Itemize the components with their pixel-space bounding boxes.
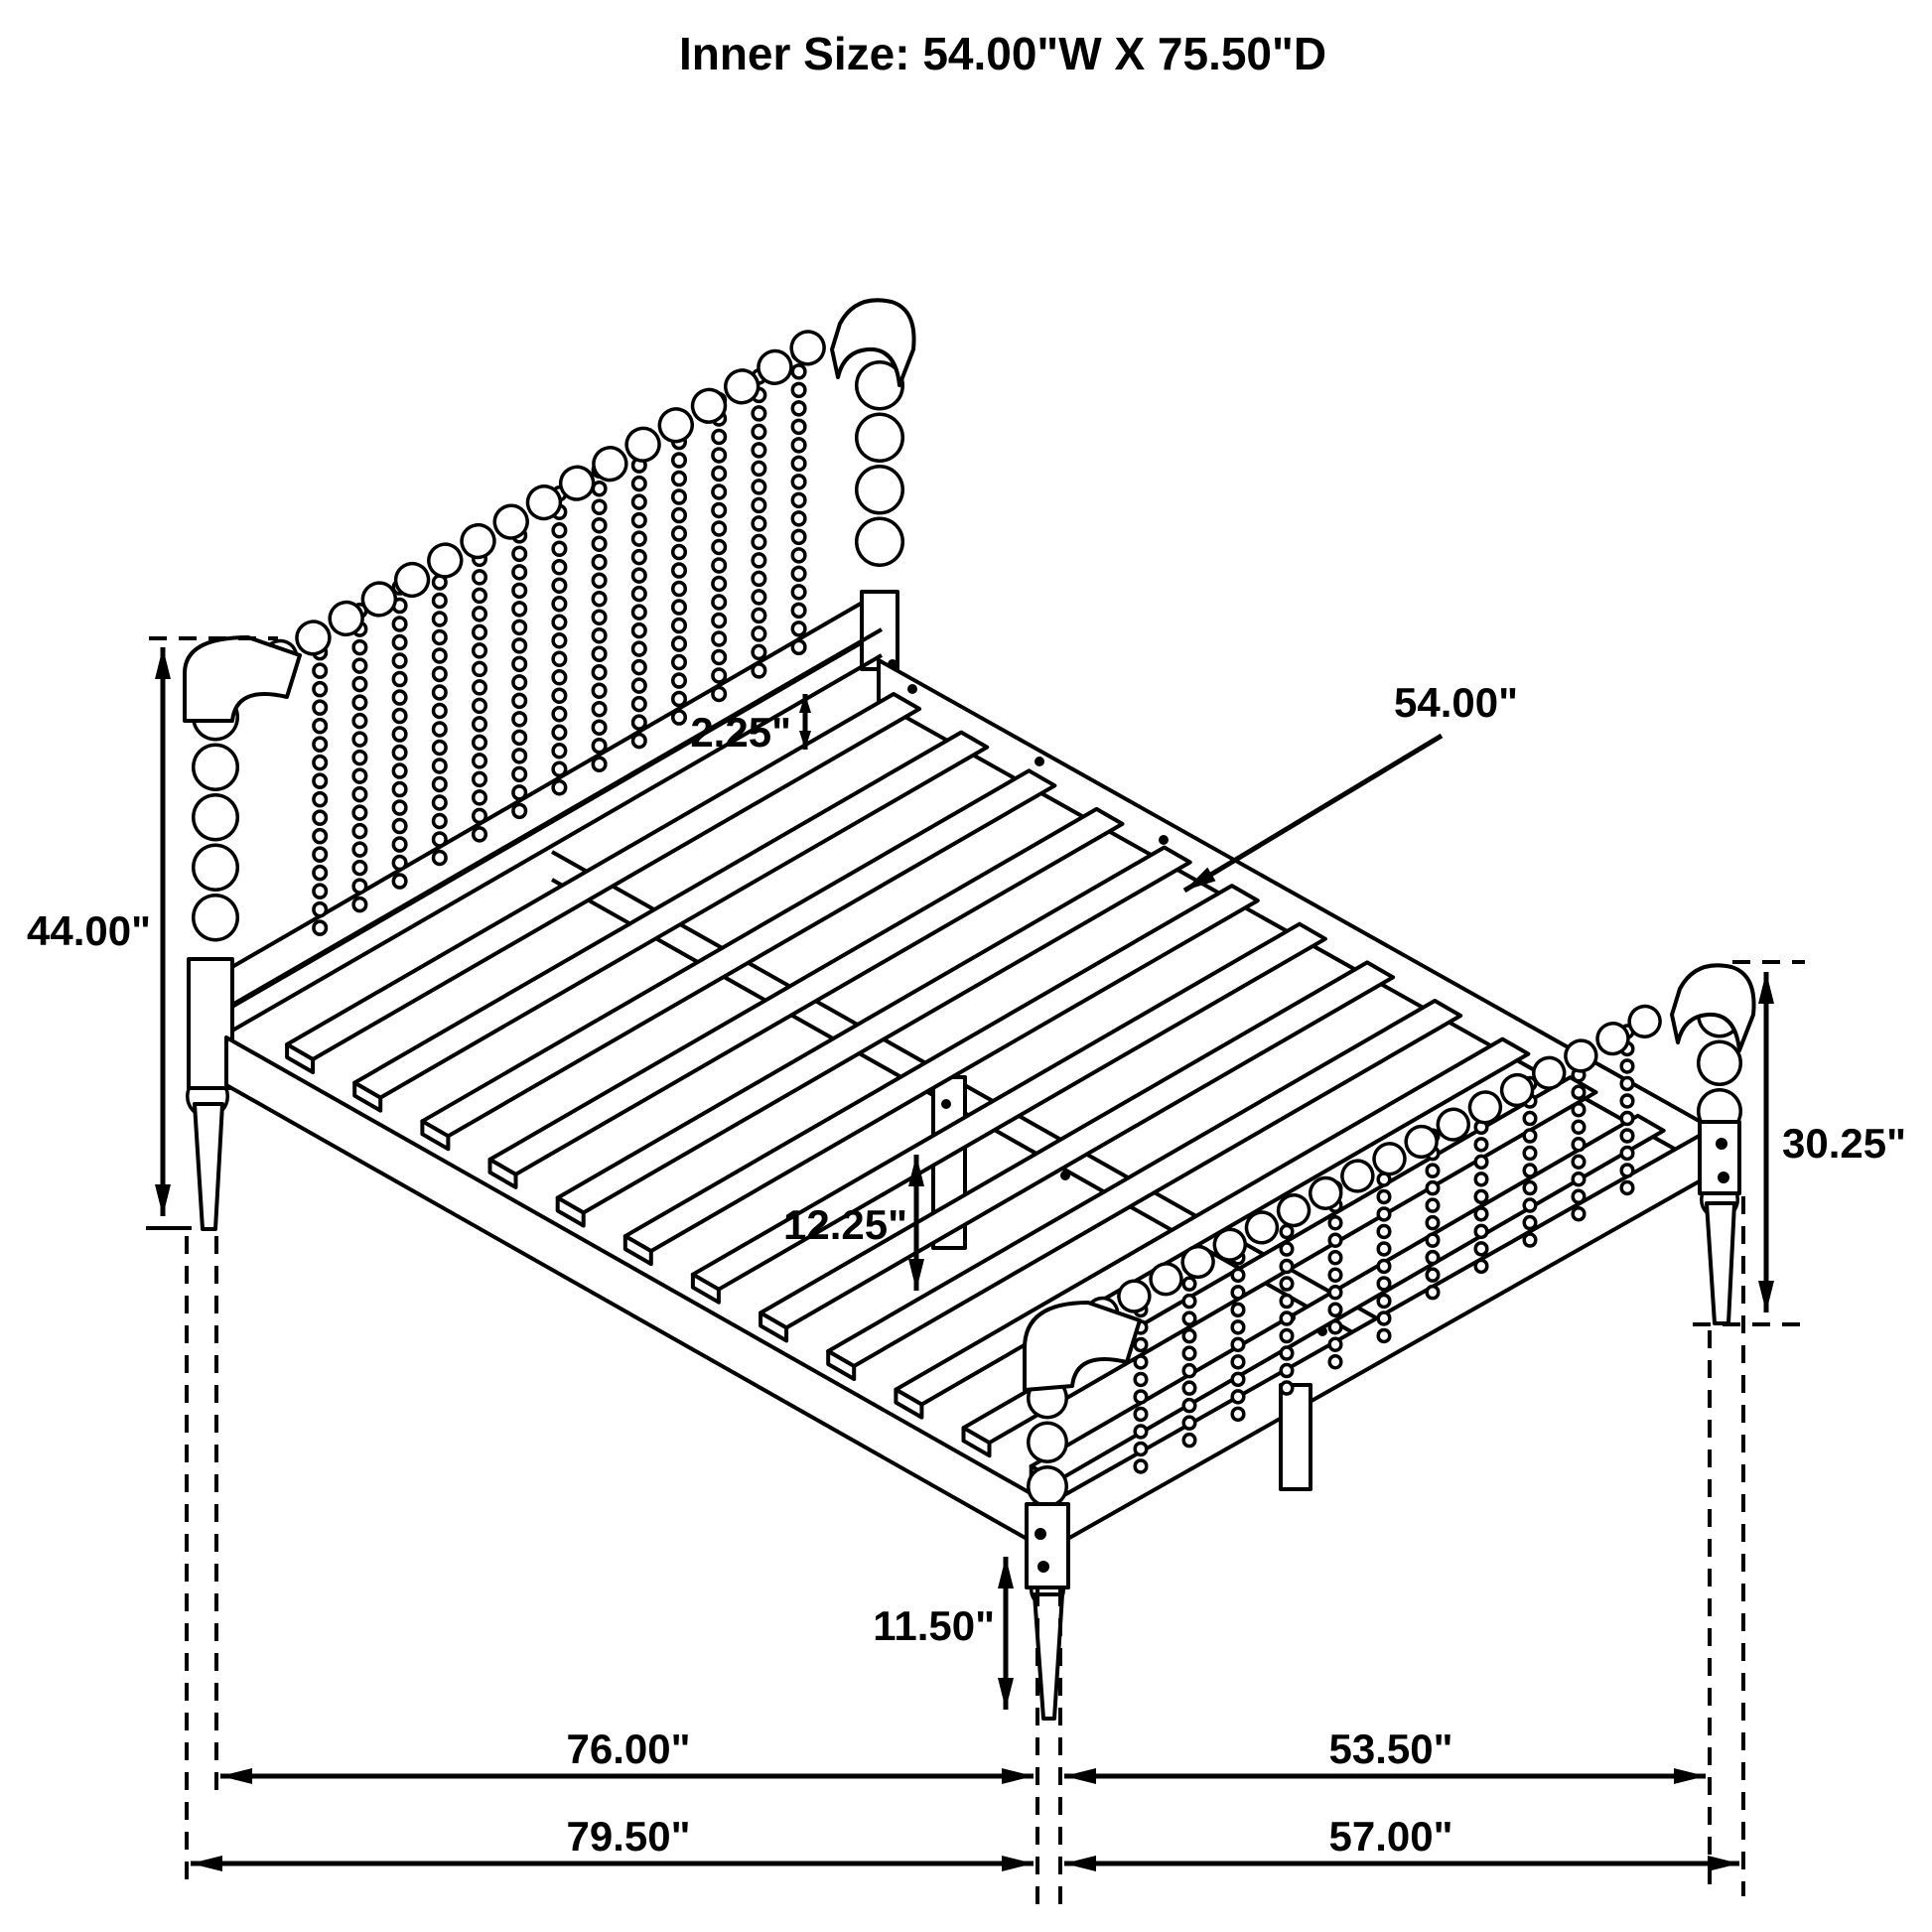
footboard-front-post-block	[1027, 1504, 1068, 1587]
label-foot-inner-width: 53.50"	[1328, 1725, 1453, 1772]
label-inner-length: 76.00"	[566, 1725, 691, 1772]
screw-dot	[1035, 757, 1044, 766]
label-slat-width: 54.00"	[1394, 679, 1519, 726]
screw-dot	[907, 684, 917, 694]
bolt-dot	[1718, 1172, 1729, 1183]
screw-dot	[1317, 1326, 1327, 1336]
label-rail-gap: 2.25"	[690, 709, 791, 756]
footboard-right-post-curl	[1672, 965, 1754, 1050]
headboard-left-leg	[195, 1104, 222, 1229]
headboard-spindles	[320, 353, 798, 936]
screw-dot	[1060, 1171, 1070, 1180]
footboard-right-post-block	[1700, 1122, 1739, 1193]
front-left-side-rail	[226, 1037, 1044, 1549]
diagram-title: Inner Size: 54.00"W X 75.50"D	[678, 28, 1327, 79]
label-overall-length: 79.50"	[566, 1813, 691, 1860]
slat-platform	[226, 629, 1710, 1549]
center-support-leg-front	[1281, 1385, 1311, 1489]
screw-dot	[1159, 835, 1169, 845]
label-headboard-height: 44.00"	[26, 907, 151, 954]
bolt-dot	[1035, 1528, 1046, 1540]
screw-dot	[888, 659, 897, 669]
label-leg-height: 11.50"	[873, 1602, 995, 1649]
label-frame-depth: 12.25"	[782, 1201, 907, 1248]
footboard-right-leg	[1707, 1203, 1734, 1323]
footboard	[1025, 965, 1754, 1719]
headboard-left-post-curl	[185, 637, 300, 721]
bolt-dot	[1037, 1561, 1049, 1573]
head-cleat-edge	[232, 629, 882, 1005]
bolt-dot	[1716, 1138, 1727, 1150]
label-footboard-height: 30.25"	[1782, 1120, 1907, 1167]
screw-dot	[941, 1099, 951, 1109]
label-overall-width: 57.00"	[1328, 1813, 1453, 1860]
dim-leader-slat-width	[1184, 736, 1442, 891]
